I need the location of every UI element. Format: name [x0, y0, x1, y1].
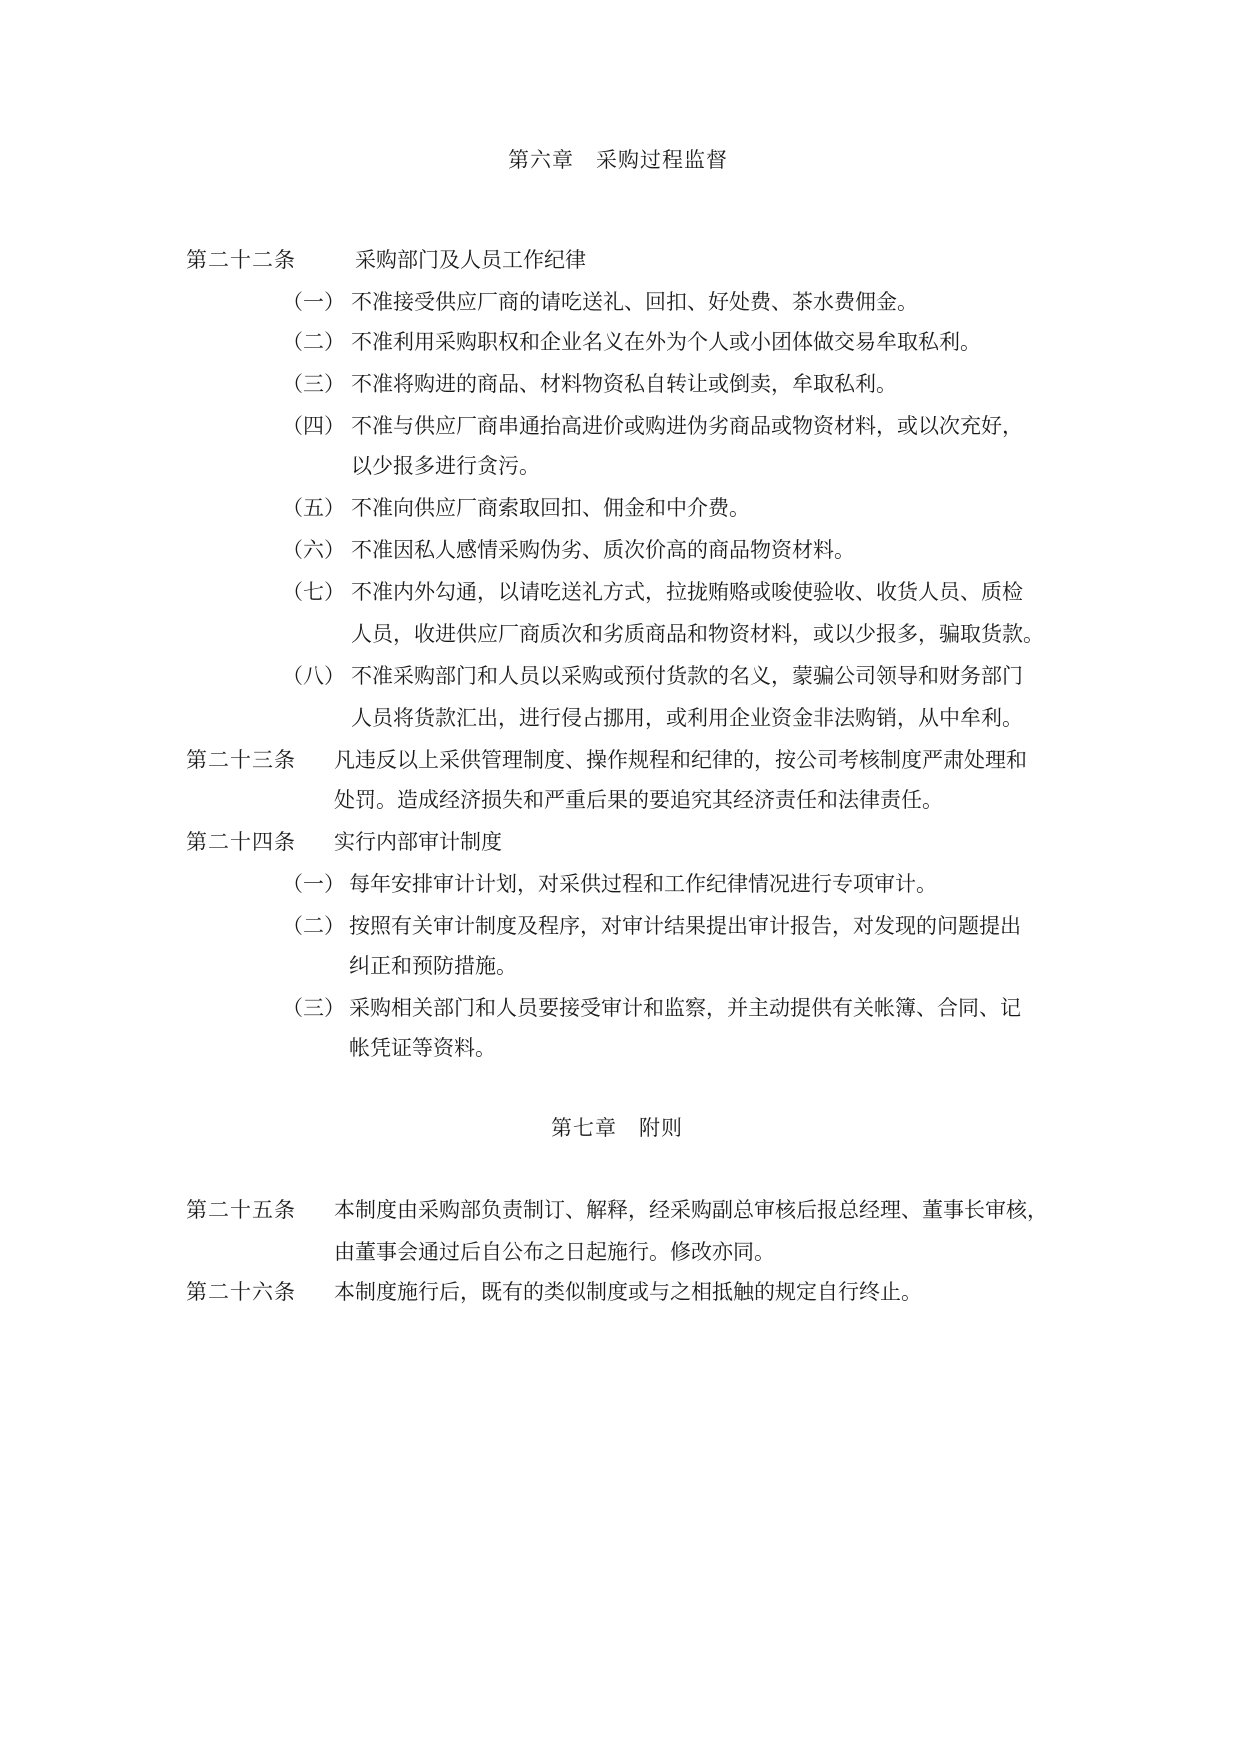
article-24-item-1-text: 每年安排审计计划，对采供过程和工作纪律情况进行专项审计。: [349, 872, 937, 896]
article-24-item-1-label: （一）: [282, 872, 345, 896]
article-23-label: 第二十三条: [186, 748, 296, 772]
article-22-item-3-text: 不准将购进的商品、材料物资私自转让或倒卖，牟取私利。: [351, 372, 897, 396]
article-22-item-5-label: （五）: [282, 496, 345, 520]
article-25-text: 本制度由采购部负责制订、解释，经采购副总审核后报总经理、董事长审核，: [334, 1198, 1048, 1222]
article-22-item-7-text-cont: 人员，收进供应厂商质次和劣质商品和物资材料，或以少报多，骗取货款。: [351, 622, 1044, 646]
article-22-item-4-text: 不准与供应厂商串通抬高进价或购进伪劣商品或物资材料，或以次充好，: [351, 414, 1023, 438]
article-24-item-2-text: 按照有关审计制度及程序，对审计结果提出审计报告，对发现的问题提出: [349, 914, 1021, 938]
article-22-item-3-label: （三）: [282, 372, 345, 396]
article-22-item-4-label: （四）: [282, 414, 345, 438]
article-23-text: 凡违反以上采供管理制度、操作规程和纪律的，按公司考核制度严肃处理和: [334, 748, 1027, 772]
article-25-label: 第二十五条: [186, 1198, 296, 1222]
article-24-item-2-label: （二）: [282, 914, 345, 938]
article-22-label: 第二十二条: [186, 248, 296, 272]
article-22-item-8-text: 不准采购部门和人员以采购或预付货款的名义，蒙骗公司领导和财务部门: [351, 664, 1023, 688]
article-24-item-3-text: 采购相关部门和人员要接受审计和监察，并主动提供有关帐簿、合同、记: [349, 996, 1021, 1020]
article-22-item-8-text-cont: 人员将货款汇出，进行侵占挪用，或利用企业资金非法购销，从中牟利。: [351, 706, 1023, 730]
article-24-text: 实行内部审计制度: [334, 830, 502, 854]
article-22-item-7-label: （七）: [282, 580, 345, 604]
article-24-label: 第二十四条: [186, 830, 296, 854]
article-26-text: 本制度施行后，既有的类似制度或与之相抵触的规定自行终止。: [334, 1280, 922, 1304]
chapter-7-title: 第七章 附则: [551, 1116, 683, 1140]
article-22-item-8-label: （八）: [282, 664, 345, 688]
article-22-item-7-text: 不准内外勾通，以请吃送礼方式，拉拢贿赂或唆使验收、收货人员、质检: [351, 580, 1023, 604]
article-22-item-1-label: （一）: [282, 290, 345, 314]
article-23-text-cont: 处罚。造成经济损失和严重后果的要追究其经济责任和法律责任。: [334, 788, 943, 812]
article-24-item-3-text-cont: 帐凭证等资料。: [349, 1036, 496, 1060]
article-24-item-2-text-cont: 纠正和预防措施。: [349, 954, 517, 978]
chapter-6-title: 第六章 采购过程监督: [508, 148, 728, 172]
article-22-item-6-label: （六）: [282, 538, 345, 562]
article-22-text: 采购部门及人员工作纪律: [355, 248, 586, 272]
article-22-item-2-label: （二）: [282, 330, 345, 354]
article-22-item-2-text: 不准利用采购职权和企业名义在外为个人或小团体做交易牟取私利。: [351, 330, 981, 354]
article-22-item-5-text: 不准向供应厂商索取回扣、佣金和中介费。: [351, 496, 750, 520]
article-24-item-3-label: （三）: [282, 996, 345, 1020]
article-25-text-cont: 由董事会通过后自公布之日起施行。修改亦同。: [334, 1240, 775, 1264]
article-22-item-4-text-cont: 以少报多进行贪污。: [351, 454, 540, 478]
article-26-label: 第二十六条: [186, 1280, 296, 1304]
article-22-item-6-text: 不准因私人感情采购伪劣、质次价高的商品物资材料。: [351, 538, 855, 562]
article-22-item-1-text: 不准接受供应厂商的请吃送礼、回扣、好处费、茶水费佣金。: [351, 290, 918, 314]
